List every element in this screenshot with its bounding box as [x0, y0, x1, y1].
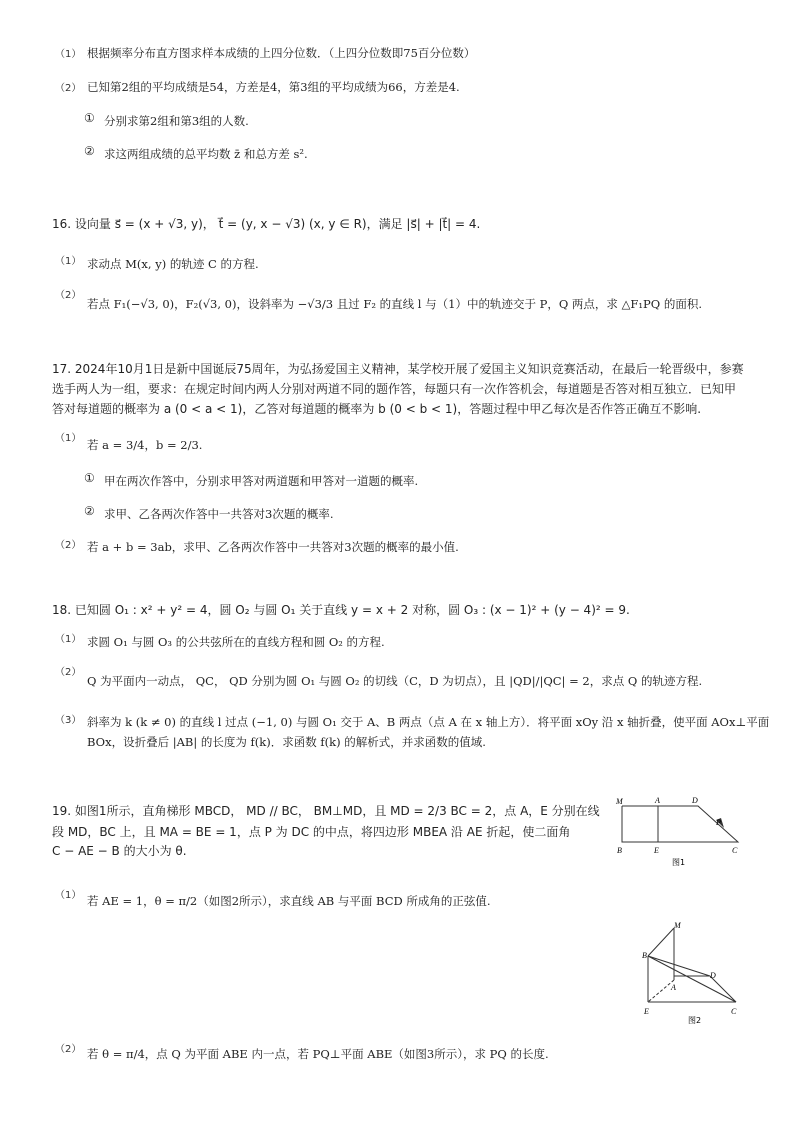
label-C: C: [732, 846, 738, 855]
text-line: 19. 如图1所示，直角梯形 MBCD， MD // BC， BM⊥MD，且 MD = 2/3 BC = 2，点 A，E 分别在线: [52, 804, 600, 818]
text-line: 若 θ = π/4，点 Q 为平面 ABE 内一点，若 PQ⊥平面 ABE（如图3所示），求 PQ 的长度.: [87, 1047, 549, 1061]
text-line: 若点 F₁(−√3, 0)，F₂(√3, 0)，设斜率为 −√3/3 且过 F₂ 的直线 l 与（1）中的轨迹交于 P，Q 两点，求 △F₁PQ 的面积.: [87, 297, 702, 311]
text-line: （3）: [55, 715, 82, 726]
text-line: ①: [84, 111, 95, 125]
text-line: 答对每道题的概率为 a (0 < a < 1)，乙答对每道题的概率为 b (0 < b < 1)，答题过程中甲乙每次是否作答正确互不影响.: [52, 402, 702, 416]
label-D: D: [710, 971, 716, 980]
text-line: 分别求第2组和第3组的人数.: [104, 114, 249, 128]
figure-2-caption: 图2: [688, 1016, 702, 1025]
label-B: B: [617, 846, 622, 855]
text-line: 若 a = 3/4，b = 2/3.: [87, 438, 203, 452]
text-line: （2）: [55, 1044, 82, 1055]
text-line: （1）: [55, 890, 82, 901]
text-line: （2）: [55, 667, 82, 678]
label-C: C: [731, 1007, 737, 1016]
text-line: （2）: [55, 83, 82, 94]
text-line: （1）: [55, 256, 82, 267]
text-line: （1）: [55, 433, 82, 444]
text-line: 17. 2024年10月1日是新中国诞辰75周年，为弘扬爱国主义精神，某学校开展了爱国主义知识竞赛活动，在最后一轮晋级中，参赛: [52, 362, 744, 376]
label-E: E: [654, 846, 659, 855]
edge-BC: [648, 956, 736, 1002]
text-line: （1）: [55, 49, 82, 60]
text-line: 斜率为 k (k ≠ 0) 的直线 l 过点 (−1, 0) 与圆 O₁ 交于 A、B 两点（点 A 在 x 轴上方）．将平面 xOy 沿 x 轴折叠，使平面 AOx⊥平面: [87, 715, 770, 729]
text-line: 若 a + b = 3ab，求甲、乙各两次作答中一共答对3次题的概率的最小值.: [87, 540, 459, 554]
label-M: M: [616, 797, 623, 806]
label-B: B: [642, 951, 647, 960]
figure-1-trapezoid: [612, 794, 752, 870]
text-line: 16. 设向量 s⃗ = (x + √3, y)， t⃗ = (y, x − √3) (x, y ∈ R)，满足 |s⃗| + |t⃗| = 4.: [52, 217, 481, 231]
label-D: D: [692, 796, 698, 805]
text-line: Q 为平面内一动点， QC， QD 分别为圆 O₁ 与圆 O₂ 的切线（C，D 为切点），且 |QD|/|QC| = 2，求点 Q 的轨迹方程.: [87, 674, 703, 688]
text-line: （2）: [55, 540, 82, 551]
label-A: A: [671, 983, 676, 992]
text-line: 求动点 M(x, y) 的轨迹 C 的方程.: [87, 257, 259, 271]
text-line: 选手两人为一组，要求：在规定时间内两人分别对两道不同的题作答，每题只有一次作答机会，每道题是否答对相互独立．已知甲: [52, 382, 737, 396]
text-line: （2）: [55, 290, 82, 301]
text-line: 段 MD，BC 上，且 MA = BE = 1，点 P 为 DC 的中点，将四边形 MBEA 沿 AE 折起，使二面角: [52, 825, 571, 839]
edge-MB: [648, 928, 674, 956]
text-line: （1）: [55, 634, 82, 645]
figure-2-solid: [636, 920, 748, 1030]
label-M: M: [674, 921, 681, 930]
text-line: 甲在两次作答中，分别求甲答对两道题和甲答对一道题的概率.: [104, 474, 419, 488]
text-line: C − AE − B 的大小为 θ.: [52, 844, 187, 858]
text-line: 求这两组成绩的总平均数 z̄ 和总方差 s².: [104, 147, 308, 161]
label-P: P: [716, 818, 721, 827]
text-line: BOx，设折叠后 |AB| 的长度为 f(k)．求函数 f(k) 的解析式，并求函数的值域.: [87, 735, 486, 749]
text-line: 已知第2组的平均成绩是54，方差是4，第3组的平均成绩为66，方差是4.: [87, 80, 460, 94]
label-E: E: [644, 1007, 649, 1016]
text-line: ①: [84, 471, 95, 485]
text-line: 18. 已知圆 O₁ : x² + y² = 4，圆 O₂ 与圆 O₁ 关于直线 y = x + 2 对称，圆 O₃ : (x − 1)² + (y − 4)² = 9.: [52, 603, 630, 617]
text-line: 求圆 O₁ 与圆 O₃ 的公共弦所在的直线方程和圆 O₂ 的方程.: [87, 635, 385, 649]
text-line: ②: [84, 144, 95, 158]
edge-BD: [648, 956, 710, 976]
text-line: 若 AE = 1，θ = π/2（如图2所示），求直线 AB 与平面 BCD 所成角的正弦值.: [87, 894, 491, 908]
text-line: 求甲、乙各两次作答中一共答对3次题的概率.: [104, 507, 334, 521]
figure-1-caption: 图1: [672, 858, 686, 867]
text-line: 根据频率分布直方图求样本成绩的上四分位数．（上四分位数即75百分位数）: [87, 46, 476, 60]
label-A: A: [655, 796, 660, 805]
text-line: ②: [84, 504, 95, 518]
